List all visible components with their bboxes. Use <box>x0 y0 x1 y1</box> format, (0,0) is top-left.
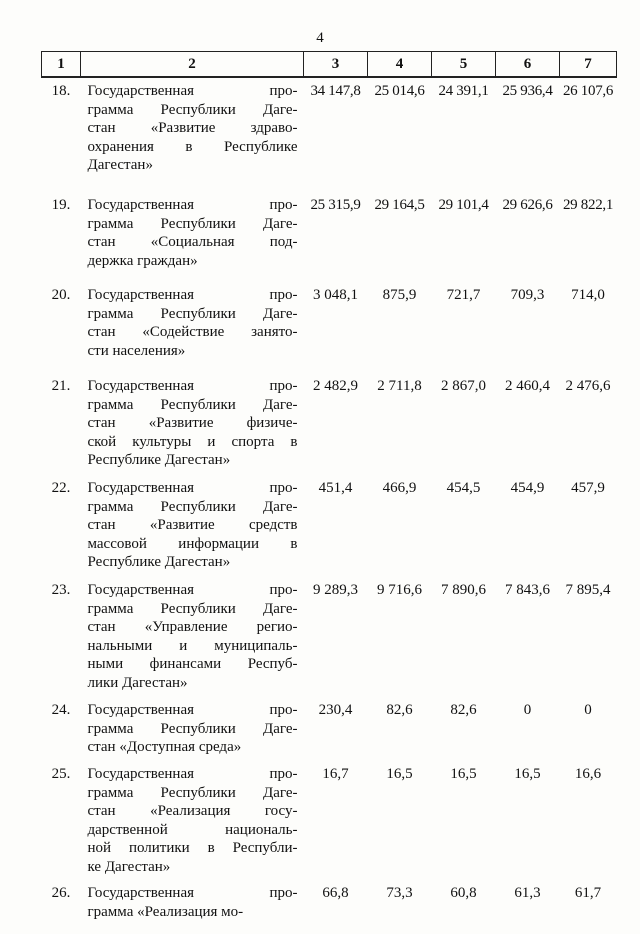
program-name-line: стан «Доступная среда» <box>87 739 242 755</box>
table-row <box>42 192 617 282</box>
program-name-line: грамма «Реализация мо- <box>87 903 244 920</box>
value-col-7: 61,7 <box>574 885 602 901</box>
program-name-line: нальными и муниципаль- <box>87 637 298 654</box>
value-col-6: 29 626,6 <box>502 197 553 213</box>
value-col-4: 16,5 <box>386 766 413 782</box>
header-row <box>42 52 617 78</box>
value-col-6: 7 843,6 <box>505 582 550 598</box>
value-col-6: 709,3 <box>510 287 545 303</box>
program-name-line: стан «Управление регио- <box>87 619 298 635</box>
row-number: 18. <box>51 83 71 99</box>
header-col-7: 7 <box>560 52 617 78</box>
value-col-5: 24 391,1 <box>438 83 489 99</box>
value-col-7: 457,9 <box>571 480 605 496</box>
program-name-line: грамма Республики Даге- <box>87 720 298 737</box>
program-name-line: Государственная про- <box>87 378 298 394</box>
program-name-line: стан «Реализация госу- <box>87 803 298 819</box>
program-name-line: Государственная про- <box>87 766 298 782</box>
program-name-line: охранения в Республике <box>87 138 298 155</box>
table-row <box>42 577 617 697</box>
value-col-4: 2 711,8 <box>377 378 422 394</box>
table-row <box>42 697 617 761</box>
table-row <box>42 373 617 475</box>
program-name-line: ными финансами Респуб- <box>87 656 298 672</box>
program-name <box>81 282 304 373</box>
program-name-line: грамма Республики Даге- <box>87 101 298 118</box>
program-name-line: ской культуры и спорта в <box>87 433 298 450</box>
value-col-5: 454,5 <box>446 480 481 496</box>
program-name-line: грамма Республики Даге- <box>87 600 298 617</box>
value-col-6: 16,5 <box>514 766 541 782</box>
program-name-line: стан «Развитие физиче- <box>87 415 298 431</box>
value-col-5: 7 890,6 <box>441 582 486 598</box>
value-col-6: 25 936,4 <box>502 83 553 99</box>
row-number: 19. <box>51 197 71 213</box>
table-row <box>42 475 617 577</box>
row-number: 20. <box>51 287 71 303</box>
value-col-7: 2 476,6 <box>565 378 611 394</box>
program-name-line: стан «Развитие средств <box>87 517 298 533</box>
header-col-2: 2 <box>81 52 304 78</box>
value-col-3: 451,4 <box>318 480 353 496</box>
program-name <box>81 475 304 577</box>
value-col-5: 60,8 <box>450 885 477 901</box>
program-name-line: сти населения» <box>87 342 186 359</box>
value-col-3: 25 315,9 <box>310 197 361 213</box>
row-number: 26. <box>51 885 71 901</box>
value-col-7: 7 895,4 <box>565 582 611 598</box>
table-row <box>42 282 617 373</box>
value-col-7: 26 107,6 <box>562 83 614 99</box>
program-name-line: стан «Содействие занято- <box>87 324 298 340</box>
value-col-6: 0 <box>523 702 532 718</box>
program-name-line: Государственная про- <box>87 197 298 213</box>
value-col-4: 9 716,6 <box>377 582 422 598</box>
value-col-3: 9 289,3 <box>313 582 358 598</box>
row-number: 25. <box>51 766 71 782</box>
value-col-6: 61,3 <box>514 885 541 901</box>
table-row <box>42 77 617 192</box>
program-name-line: Государственная про- <box>87 83 298 99</box>
program-name <box>81 880 304 934</box>
value-col-4: 25 014,6 <box>374 83 425 99</box>
value-col-3: 16,7 <box>322 766 349 782</box>
value-col-3: 230,4 <box>318 702 353 718</box>
value-col-4: 29 164,5 <box>374 197 425 213</box>
program-name <box>81 192 304 282</box>
program-name-line: дарственной националь- <box>87 821 298 838</box>
value-col-6: 2 460,4 <box>505 378 550 394</box>
program-name-line: держка граждан» <box>87 252 198 269</box>
value-col-4: 875,9 <box>382 287 417 303</box>
value-col-6: 454,9 <box>510 480 545 496</box>
program-name-line: грамма Республики Даге- <box>87 305 298 322</box>
header-col-6: 6 <box>496 52 560 78</box>
value-col-3: 3 048,1 <box>313 287 358 303</box>
program-name <box>81 761 304 880</box>
header-col-5: 5 <box>432 52 496 78</box>
value-col-3: 66,8 <box>322 885 349 901</box>
program-name-line: Государственная про- <box>87 582 298 598</box>
program-name <box>81 373 304 475</box>
row-number: 23. <box>51 582 71 598</box>
program-name-line: грамма Республики Даге- <box>87 396 298 413</box>
value-col-7: 0 <box>584 702 592 718</box>
program-name-line: стан «Развитие здраво- <box>87 120 298 136</box>
program-name-line: грамма Республики Даге- <box>87 498 298 515</box>
program-name-line: ке Дагестан» <box>87 858 171 875</box>
value-col-5: 721,7 <box>446 287 481 303</box>
value-col-5: 82,6 <box>450 702 477 718</box>
program-name-line: стан «Социальная под- <box>87 234 298 250</box>
program-name-line: лики Дагестан» <box>87 674 188 691</box>
value-col-3: 2 482,9 <box>313 378 358 394</box>
program-name <box>81 697 304 761</box>
program-name-line: грамма Республики Даге- <box>87 784 298 801</box>
program-name-line: ной политики в Республи- <box>87 840 298 856</box>
row-number: 22. <box>51 480 71 496</box>
header-col-1: 1 <box>42 52 81 78</box>
value-col-5: 2 867,0 <box>441 378 486 394</box>
table-header <box>42 52 617 78</box>
table-row <box>42 761 617 880</box>
budget-table <box>41 51 617 934</box>
value-col-4: 82,6 <box>386 702 413 718</box>
page-number: 4 <box>316 30 324 46</box>
table-row <box>42 880 617 934</box>
value-col-4: 73,3 <box>386 885 413 901</box>
program-name-line: грамма Республики Даге- <box>87 215 298 232</box>
row-number: 21. <box>51 378 71 394</box>
row-number: 24. <box>51 702 71 718</box>
program-name <box>81 577 304 697</box>
program-name-line: массовой информации в <box>87 535 298 552</box>
program-name-line: Республике Дагестан» <box>87 554 231 570</box>
value-col-7: 29 822,1 <box>562 197 614 213</box>
program-name-line: Дагестан» <box>87 157 153 173</box>
table-body <box>42 77 617 934</box>
value-col-7: 714,0 <box>571 287 605 303</box>
value-col-4: 466,9 <box>382 480 417 496</box>
value-col-7: 16,6 <box>574 766 602 782</box>
program-name-line: Государственная про- <box>87 885 298 901</box>
value-col-5: 16,5 <box>450 766 477 782</box>
program-name-line: Государственная про- <box>87 702 298 718</box>
value-col-5: 29 101,4 <box>438 197 489 213</box>
program-name-line: Республике Дагестан» <box>87 452 231 468</box>
program-name-line: Государственная про- <box>87 287 298 303</box>
program-name-line: Государственная про- <box>87 480 298 496</box>
value-col-3: 34 147,8 <box>310 83 361 99</box>
header-col-4: 4 <box>368 52 432 78</box>
header-col-3: 3 <box>304 52 368 78</box>
program-name <box>81 77 304 192</box>
